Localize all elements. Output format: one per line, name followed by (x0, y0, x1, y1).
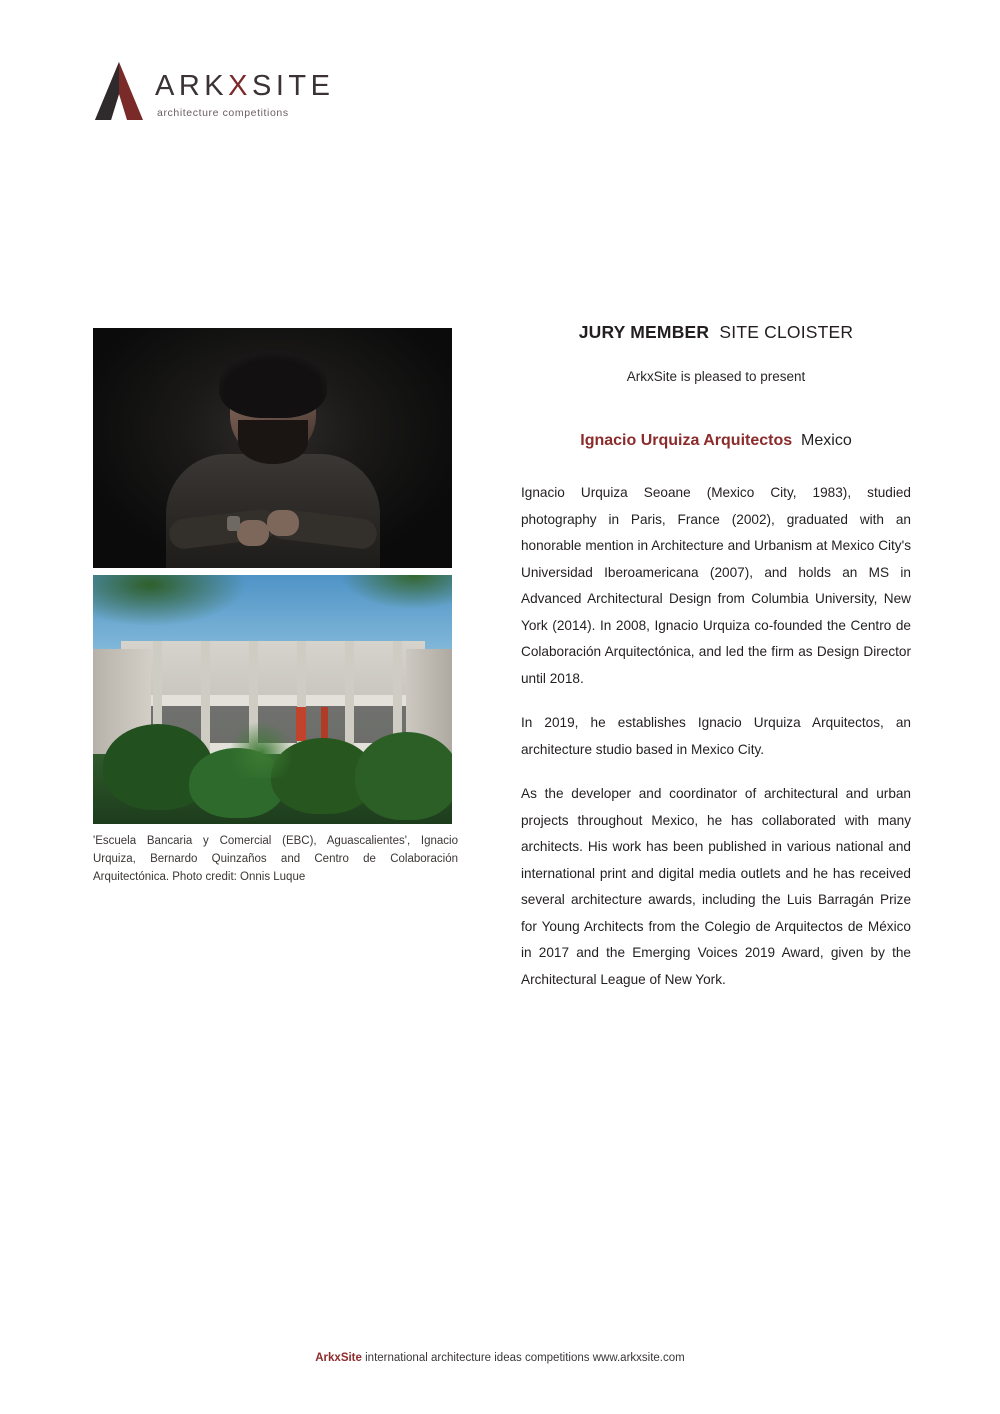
footer-description: international architecture ideas competitions (365, 1352, 590, 1364)
arkxsite-mark-icon (93, 60, 145, 122)
page-title (521, 322, 911, 343)
logo-word-pre: ARK (155, 70, 229, 102)
brand-logo (93, 60, 334, 122)
project-slab-upper (121, 695, 425, 706)
page-title-regular: SITE CLOISTER (719, 322, 854, 342)
project-tree-canopy-right (302, 575, 452, 645)
image-caption: 'Escuela Bancaria y Comercial (EBC), Aguascalientes', Ignacio Urquiza, Bernardo Quinzaños and Centro de Colaboración Arquitectónica. Photo credit: Onnis Luque (93, 835, 458, 883)
bio-paragraph-2: In 2019, he establishes Ignacio Urquiza Arquitectos, an architecture studio based in Mexico City. (521, 715, 911, 757)
page-title-bold: JURY MEMBER (578, 322, 710, 342)
page-subtitle: ArkxSite is pleased to present (626, 369, 806, 384)
logo-tagline: architecture competitions (157, 107, 289, 119)
project-tree-canopy-left (93, 575, 283, 671)
portrait-watch (227, 516, 240, 531)
project-red-panel (321, 707, 328, 741)
firm-name: Ignacio Urquiza Arquitectos (580, 432, 793, 449)
project-palm (231, 718, 291, 778)
project-red-panel (296, 707, 306, 741)
portrait-beard (238, 420, 308, 464)
article-column (521, 322, 911, 1011)
portrait-hand-left (267, 510, 299, 536)
firm-country: Mexico (801, 432, 852, 449)
footer-url[interactable]: www.arkxsite.com (592, 1352, 685, 1364)
footer-brand: ArkxSite (315, 1352, 362, 1364)
project-photo (93, 575, 452, 824)
logo-word-x: X (228, 70, 252, 102)
bio-paragraph-1: Ignacio Urquiza Seoane (Mexico City, 1983), studied photography in Paris, France (2002), graduated with an honorable mention in Architecture and Urbanism at Mexico City's Universidad Iberoamericana (2007), and holds an MS in Advanced Architectural Design from Columbia University, New York (2014). In 2008, Ignacio Urquiza co-founded the Centro de Colaboración Arquitectónica, and led the firm as Design Director until 2018. (521, 485, 911, 686)
bio-paragraph-3: As the developer and coordinator of architectural and urban projects throughout Mexico, he has collaborated with many architects. His work has been published in various national and international print and digital media outlets and he has received several architecture awards, including the Luis Barragán Prize for Young Architects from the Colegio de Arquitectos de México in 2017 and the Emerging Voices 2019 Award, given by the Architectural League of New York. (521, 786, 911, 987)
page-footer (0, 1352, 1000, 1364)
portrait-hair (219, 350, 327, 418)
portrait-photo (93, 328, 452, 568)
portrait-hand-right (237, 520, 269, 546)
project-vegetation (355, 732, 452, 820)
firm-line (521, 432, 911, 450)
logo-wordmark (155, 72, 334, 101)
logo-word-post: SITE (251, 70, 335, 102)
